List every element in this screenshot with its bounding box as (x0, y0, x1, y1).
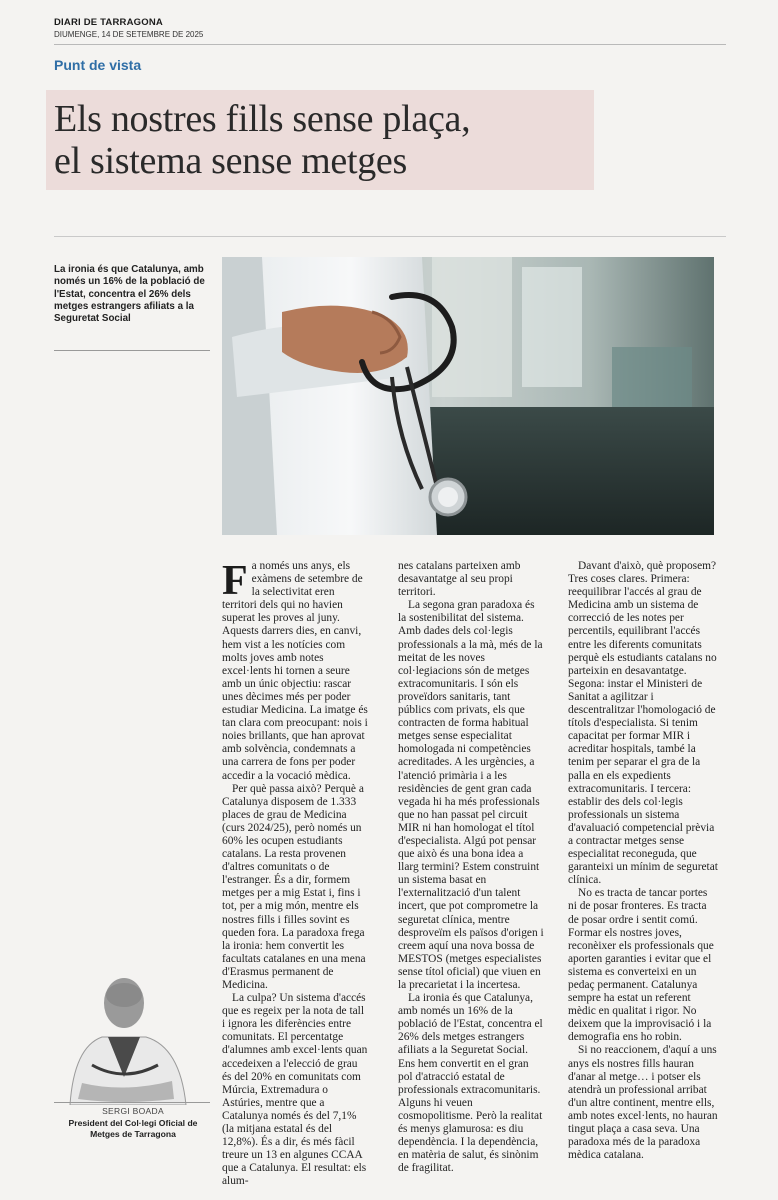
doctor-stethoscope-photo (222, 257, 714, 535)
masthead-divider (54, 44, 726, 45)
author-portrait (62, 965, 194, 1105)
header-divider (54, 236, 726, 237)
body-column-1 (222, 560, 368, 1189)
author-divider (54, 1102, 210, 1103)
paragraph: Per què passa això? Perquè a Catalunya disposem de 1.333 places de grau de Medicina (curs 2024/25), però només un 60% les ocupen estudiants catalans. La resta provenen d'altres comunitats o de l'estranger. És a dir, formem metges per a mig Estat i, fins i tot, per a mig món, mentre els nostres fills i filles sovint es queden fora. La paradoxa frega la ironia: hem convertit les facultats catalanes en una mena d'Erasmus permanent de Medicina. (222, 782, 366, 991)
paragraph: nes catalans parteixen amb desavantatge al seu propi territori. (398, 560, 521, 599)
author-name: SERGI BOADA (102, 1106, 164, 1116)
pull-quote-divider (54, 350, 210, 351)
pull-quote: La ironia és que Catalunya, amb només un 16% de la població de l'Estat, concentra el 26% dels metges estrangers afiliats a la Seguretat Social (54, 264, 205, 325)
paragraph: Fa només uns anys, els exàmens de setembre de la selectivitat eren territori dels qui no havien superat les proves al juny. Aquests darrers dies, en canvi, hem vist a les notícies com molts joves amb notes excel·lents hi tornen a seure amb un únic objectiu: rascar unes dècimes més per poder estudiar Medicina. La imatge és tan clara com preocupant: nois i noies brillants, que han aprovat amb solvència, condemnats a una carrera de fons per poder accedir a la vocació mèdica. (222, 558, 368, 782)
publication-name: DIARI DE TARRAGONA (54, 17, 163, 28)
paragraph: La segona gran paradoxa és la sostenibilitat del sistema. Amb dades dels col·legis professionals a la mà, més de la meitat de les noves col·legiacions són de metges extracomunitaris. I són els proveïdors sanitaris, tant públics com privats, els que contracten de forma habitual metges sense especialitat homologada ni competències acreditades. A les urgències, a l'atenció primària i a les residències de gent gran cada vegada hi ha més professionals que no han passat pel circuit MIR ni han homologat el títol d'especialista. Algú pot pensar que això és una bona idea a llarg termini? Estem construint un sistema basat en l'externalització d'un talent incert, que pot comprometre la seguretat clínica, mentre desproveïm els països d'origen i creem aquí una nova bossa de MESTOS (metges especialistes sense títol oficial) que viuen en la precarietat i la incertesa. (398, 599, 544, 991)
paragraph: No es tracta de tancar portes ni de posar fronteres. Es tracta de posar ordre i sentit comú. Formar els nostres joves, reconèixer els professionals que aporten garanties i evitar que el sistema es converteixi en un pedaç permanent. Catalunya sempre ha estat un referent mèdic en qualitat i rigor. No deixem que la improvisació i la demografia ens ho robin. (568, 887, 714, 1044)
body-column-2 (398, 560, 544, 1175)
section-label: Punt de vista (54, 57, 142, 73)
headline-line-2: el sistema sense metges (54, 140, 407, 182)
drop-cap: F (222, 558, 248, 604)
paragraph: La ironia és que Catalunya, amb només un 16% de la població de l'Estat, concentra el 26% dels metges estrangers afiliats a la Seguretat Social. Ens hem convertit en el gran pol d'atracció estatal de professionals extracomunitaris. Alguns hi veuen cosmopolitisme. Però la realitat és menys glamurosa: es diu dependència. I la dependència, en matèria de salut, és sinònim de fragilitat. (398, 992, 543, 1175)
headline-line-1: Els nostres fills sense plaça, (54, 98, 471, 140)
paragraph: La culpa? Un sistema d'accés que es regeix per la nota de tall i ignora les diferències entre comunitats. El percentatge d'alumnes amb excel·lents quan accedeixen a l'elecció de grau és del 20% en comunitats com Múrcia, Extremadura o Astúries, mentre que a Catalunya només és del 7,1% (la mitjana estatal és del 12,8%). És a dir, és més fàcil treure un 13 en algunes CCAA que a Catalunya. El resultat: els alum- (222, 992, 368, 1188)
headline (54, 98, 614, 182)
publication-date: DIUMENGE, 14 DE SETEMBRE DE 2025 (54, 30, 204, 39)
paragraph: Si no reaccionem, d'aquí a uns anys els nostres fills hauran d'anar al metge… i potser els atendrà un professional arribat d'un altre continent, mentre ells, amb notes excel·lents, no hauran tingut plaça a casa seva. Una paradoxa més de la paradoxa mèdica catalana. (568, 1044, 718, 1162)
paragraph: Davant d'això, què proposem? Tres coses clares. Primera: reequilibrar l'accés al grau de Medicina amb un sistema de correcció de les notes per percentils, equilibrant l'accés entre les diferents comunitats perquè els estudiants catalans no parteixin en desavantatge. Segona: instar el Ministeri de Sanitat a agilitzar i descentralitzar l'homologació de títols d'especialista. Si tenim capacitat per formar MIR i acreditar hospitals, també la tenim per separar el gra de la palla en els expedients extracomunitaris. I tercera: establir des dels col·legis professionals un sistema d'avaluació competencial prèvia a contractar metges sense especialitat reconeguda, que garanteixi un mínim de seguretat clínica. (568, 560, 718, 887)
author-role: President del Col·legi Oficial de Metges de Tarragona (68, 1118, 198, 1139)
body-column-3 (568, 560, 718, 1162)
